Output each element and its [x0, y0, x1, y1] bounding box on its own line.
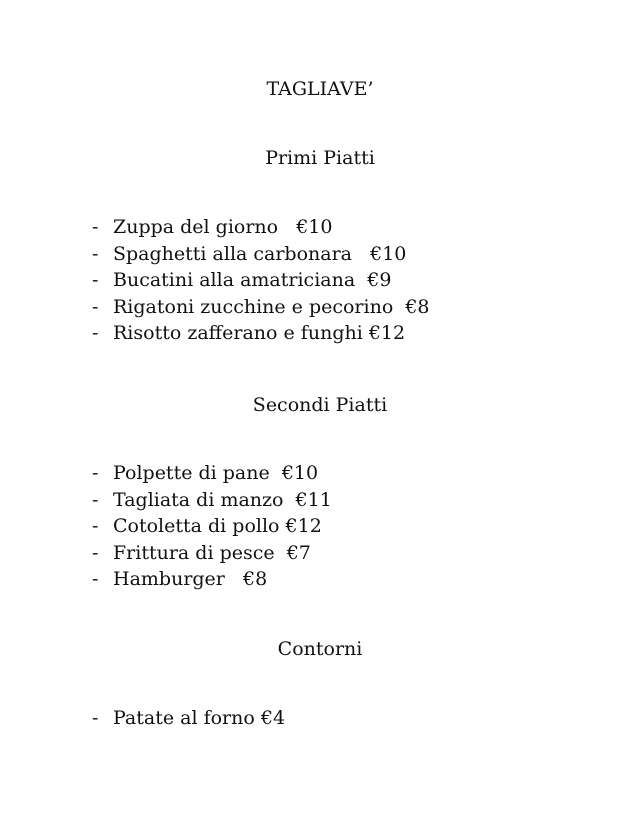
primi-list — [92, 214, 430, 347]
menu-item-text: Spaghetti alla carbonara €10 — [113, 242, 407, 265]
list-item — [92, 241, 430, 268]
bullet-dash: - — [92, 295, 99, 318]
list-item — [92, 320, 430, 347]
section-heading-contorni: Contorni — [277, 638, 363, 660]
bullet-dash: - — [92, 568, 99, 591]
bullet-dash: - — [92, 488, 99, 511]
menu-item-text: Zuppa del giorno €10 — [113, 216, 333, 238]
menu-item-text: Frittura di pesce €7 — [113, 541, 311, 564]
section-heading-primi: Primi Piatti — [265, 147, 375, 169]
bullet-dash: - — [92, 216, 99, 238]
bullet-dash: - — [92, 242, 99, 265]
menu-item-text: Risotto zafferano e funghi €12 — [113, 322, 406, 345]
list-item — [92, 487, 332, 514]
list-item — [92, 513, 332, 540]
bullet-dash: - — [92, 269, 99, 292]
menu-item-text: Tagliata di manzo €11 — [113, 488, 332, 511]
bullet-dash: - — [92, 322, 99, 345]
menu-item-text: Cotoletta di pollo €12 — [113, 515, 322, 538]
menu-item-text: Polpette di pane €10 — [113, 462, 319, 484]
list-item — [92, 294, 430, 321]
bullet-dash: - — [92, 515, 99, 538]
list-item — [92, 566, 332, 593]
menu-item-text: Patate al forno €4 — [113, 707, 286, 729]
list-item — [92, 460, 332, 487]
contorni-list — [92, 705, 285, 732]
menu-item-text: Rigatoni zucchine e pecorino €8 — [113, 295, 430, 318]
list-item — [92, 705, 285, 732]
list-item — [92, 267, 430, 294]
bullet-dash: - — [92, 707, 99, 729]
list-item — [92, 540, 332, 567]
secondi-list — [92, 460, 332, 593]
bullet-dash: - — [92, 462, 99, 484]
restaurant-title: TAGLIAVE’ — [266, 78, 374, 100]
menu-item-text: Bucatini alla amatriciana €9 — [113, 269, 392, 292]
menu-item-text: Hamburger €8 — [113, 568, 268, 591]
bullet-dash: - — [92, 541, 99, 564]
section-heading-secondi: Secondi Piatti — [252, 394, 388, 416]
list-item — [92, 214, 430, 241]
